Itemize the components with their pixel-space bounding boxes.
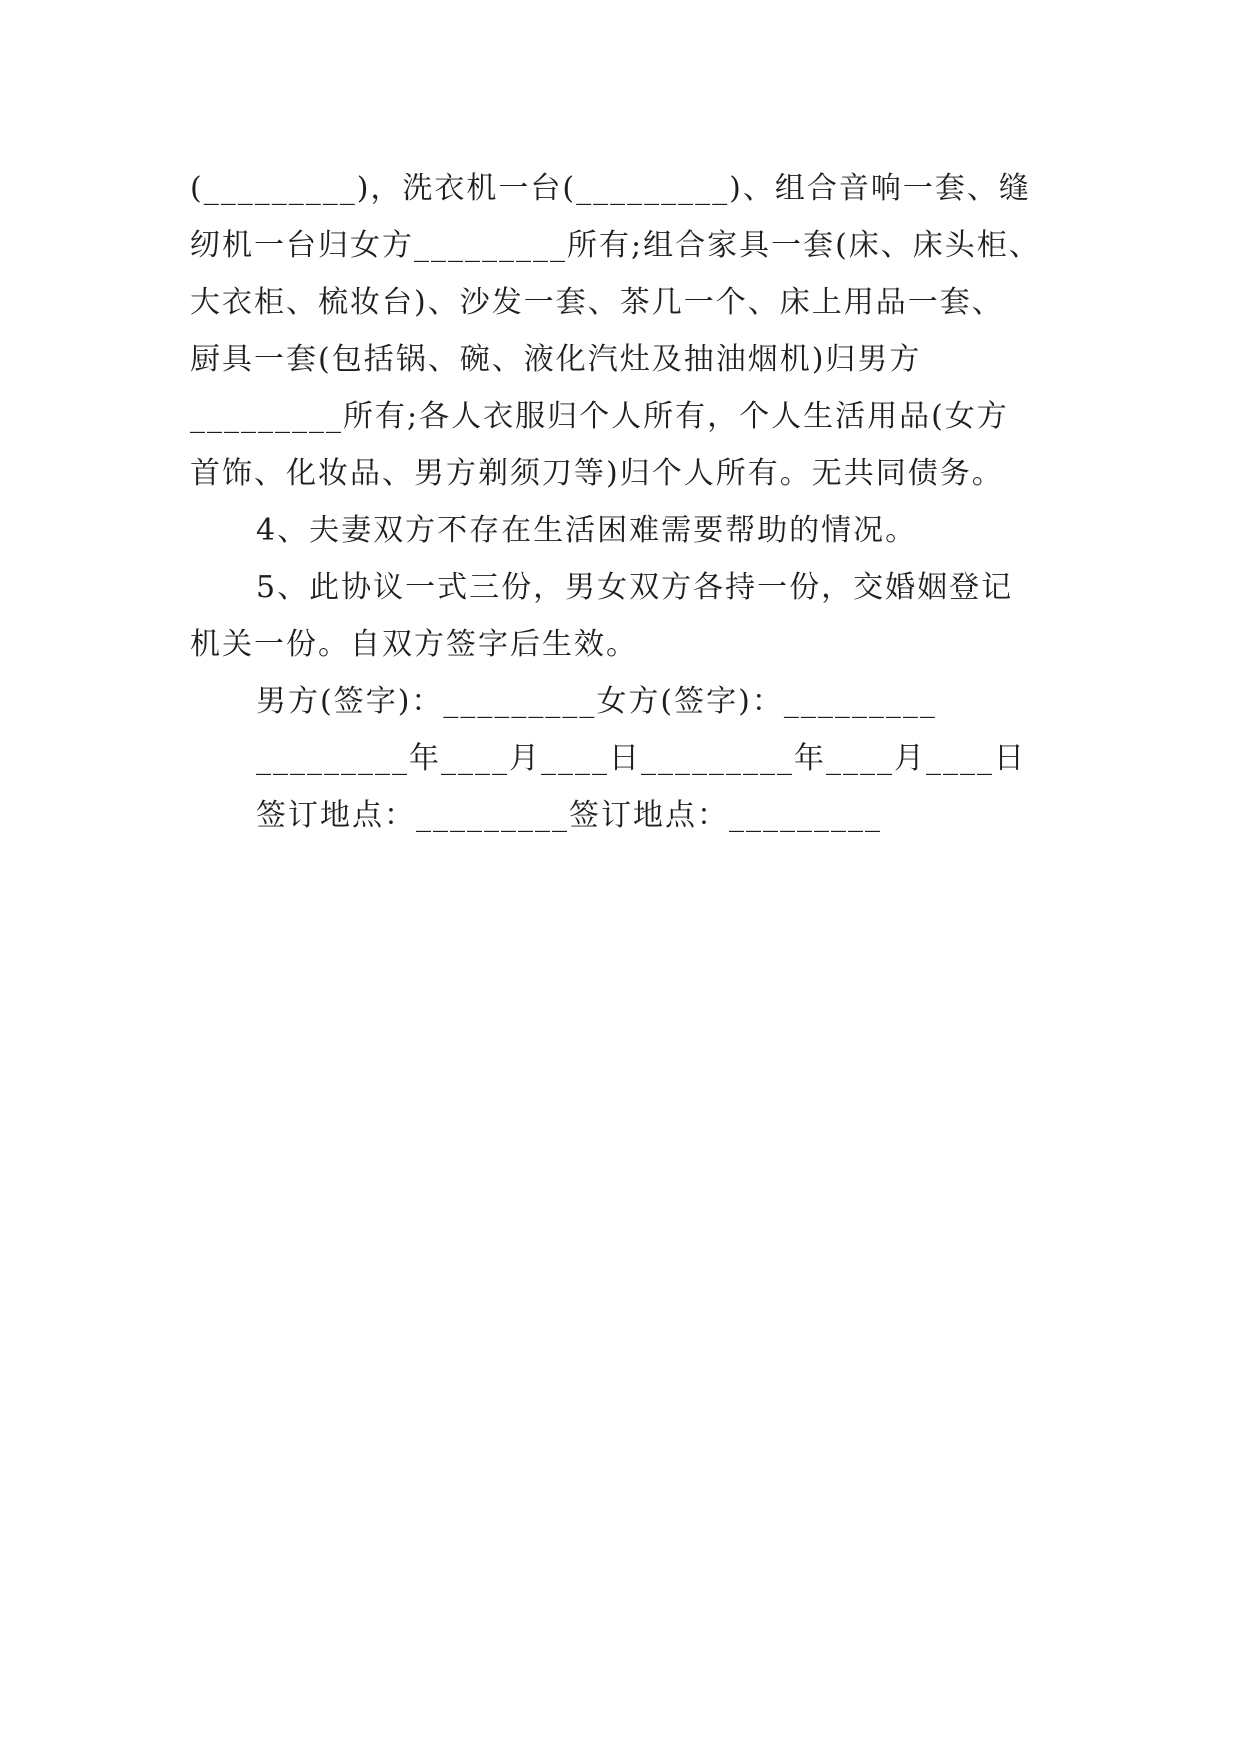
property-clause-line-6: 首饰、化妆品、男方剃须刀等)归个人所有。无共同债务。 xyxy=(190,456,1004,491)
property-clause-line-1: (_________)，洗衣机一台(_________)、组合音响一套、缝 xyxy=(190,171,1031,206)
property-clause-line-4: 厨具一套(包括锅、碗、液化汽灶及抽油烟机)归男方 xyxy=(190,342,922,377)
date-line: _________年____月____日_________年____月____日 xyxy=(256,741,1026,776)
clause-4: 4、夫妻双方不存在生活困难需要帮助的情况。 xyxy=(256,513,918,548)
property-clause-line-3: 大衣柜、梳妆台)、沙发一套、茶几一个、床上用品一套、 xyxy=(190,285,1004,320)
clause-5-line-1: 5、此协议一式三份，男女双方各持一份，交婚姻登记 xyxy=(256,570,1014,605)
clause-5-line-2: 机关一份。自双方签字后生效。 xyxy=(190,627,638,662)
property-clause-line-2: 纫机一台归女方_________所有;组合家具一套(床、床头柜、 xyxy=(190,228,1041,263)
agreement-body xyxy=(190,160,1060,844)
property-clause-line-5: _________所有;各人衣服归个人所有，个人生活用品(女方 xyxy=(190,399,1009,434)
signature-line: 男方(签字)：_________女方(签字)：_________ xyxy=(256,684,937,719)
signing-place-line: 签订地点：_________签订地点：_________ xyxy=(256,798,882,833)
